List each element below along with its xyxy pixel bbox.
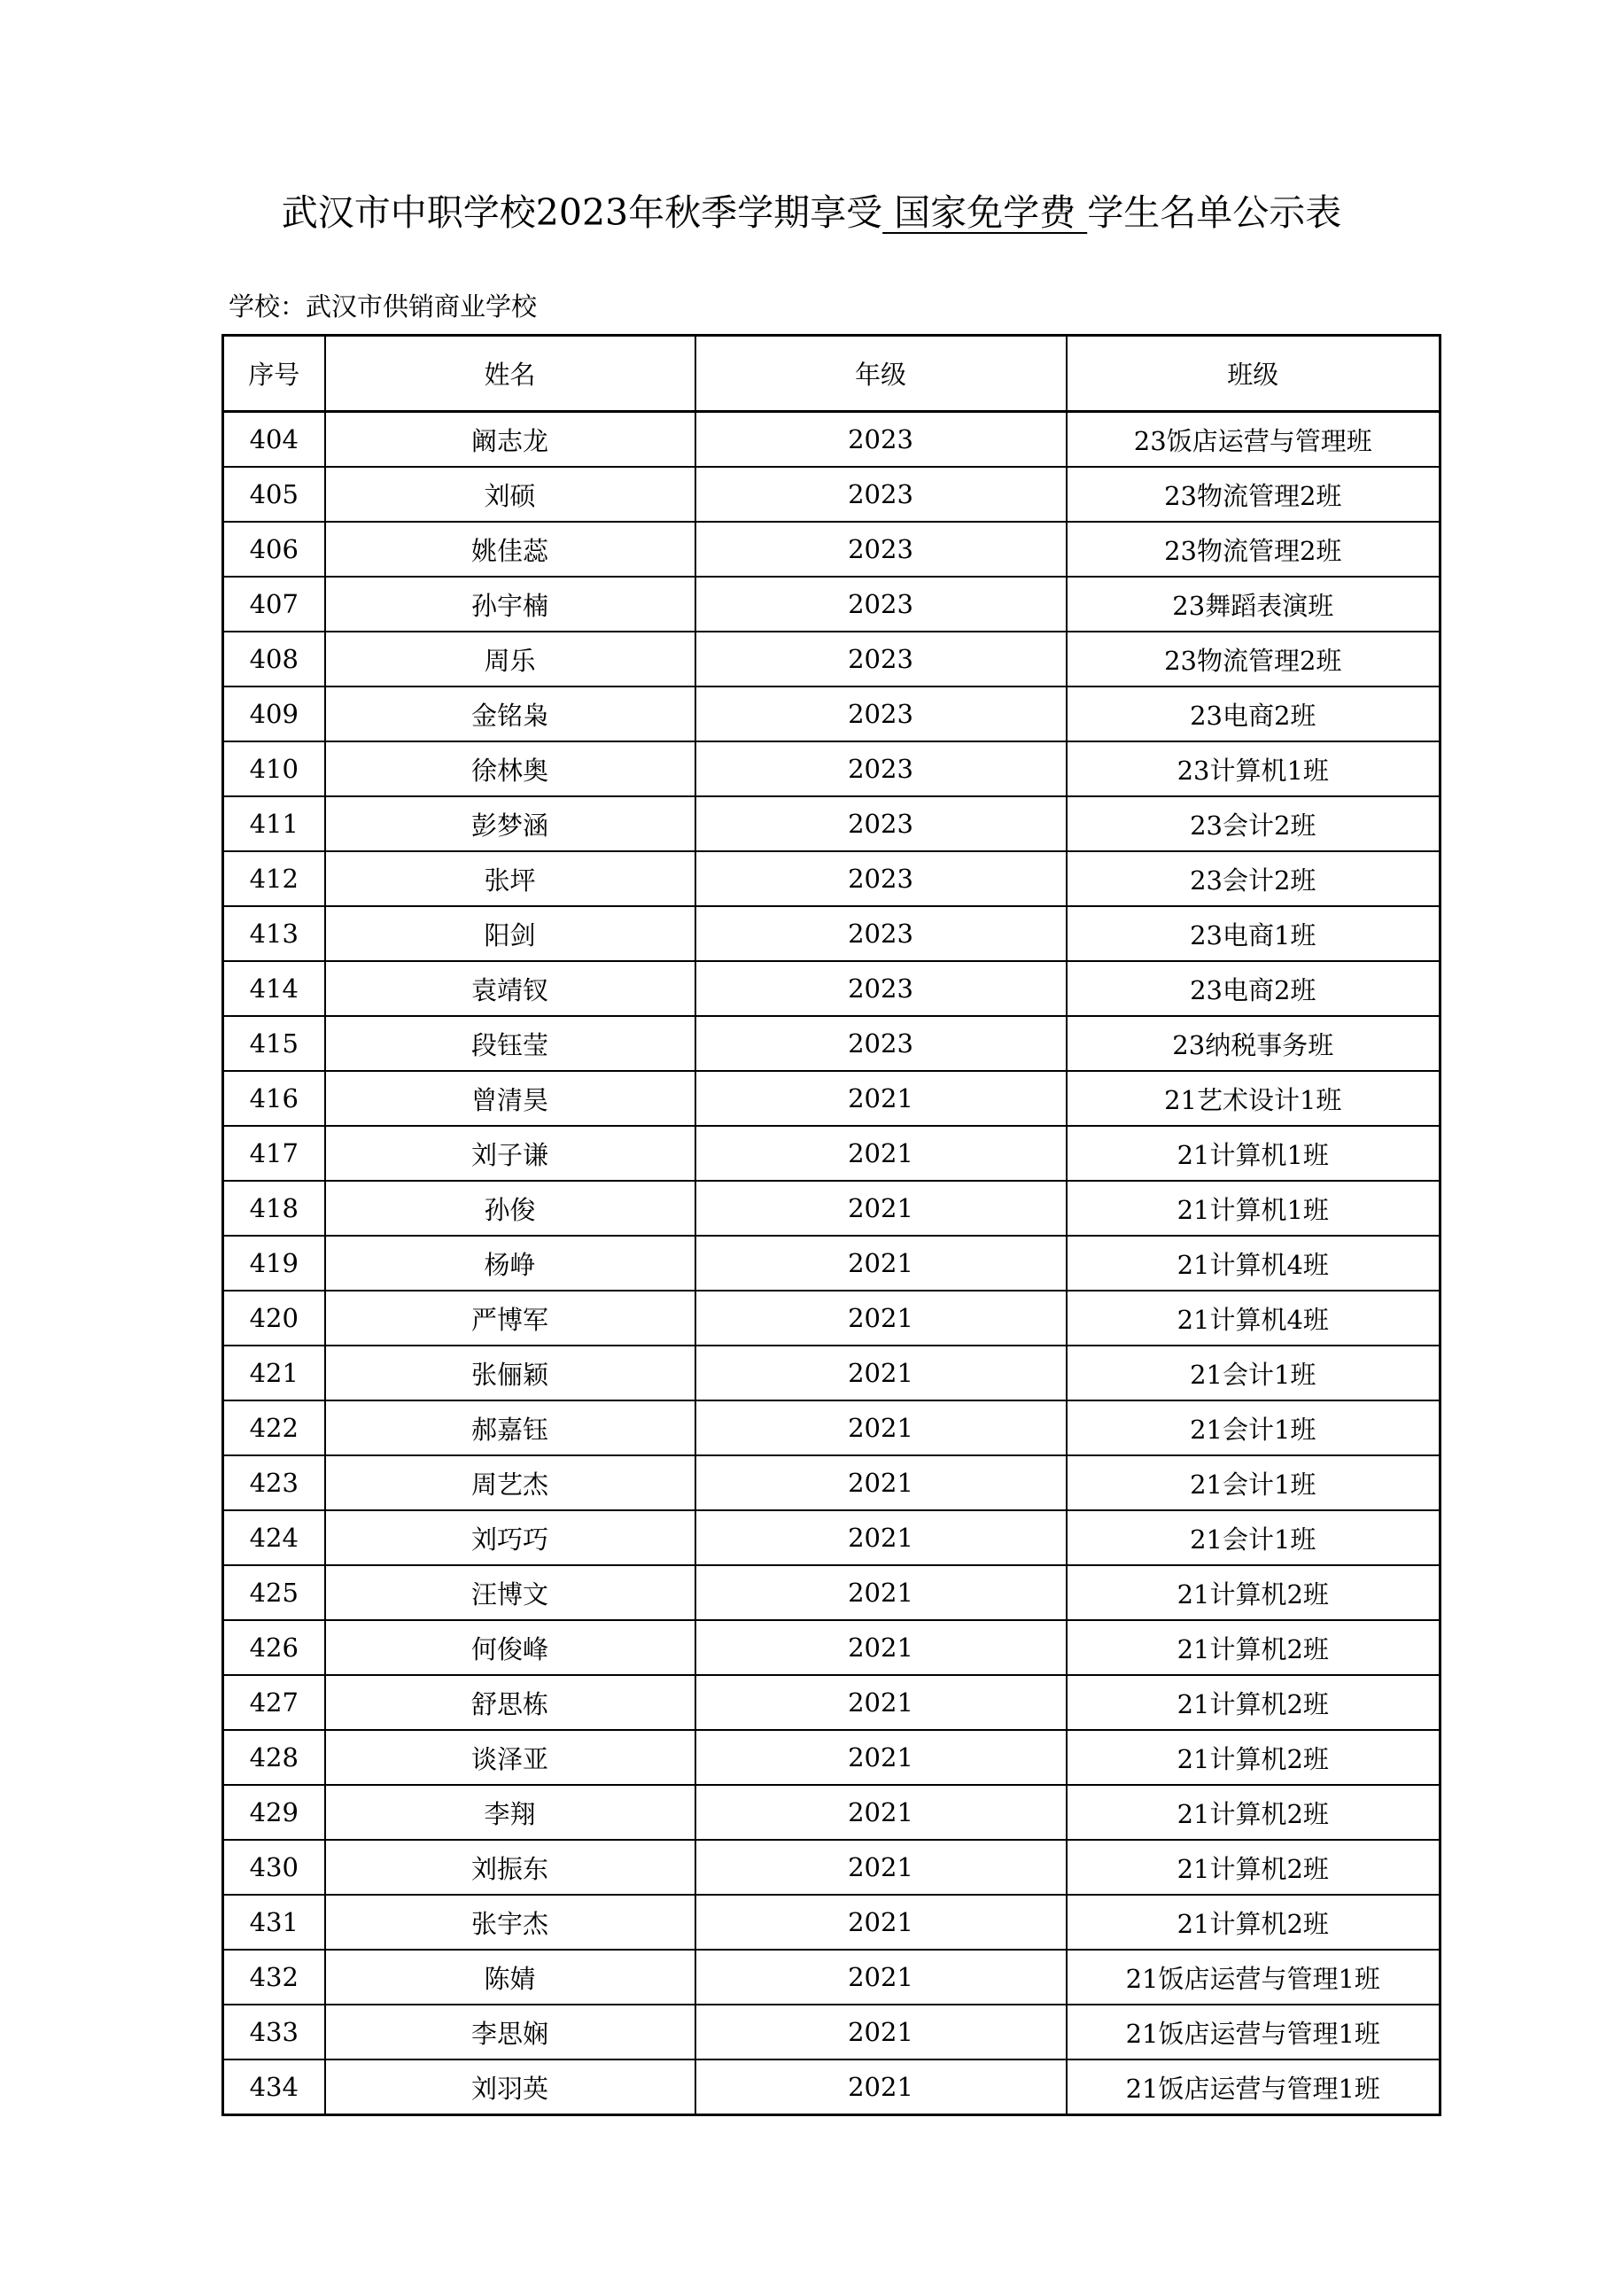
cell-name: 陈婧 <box>325 1950 695 2005</box>
title-subsidy-type: 国家免学费 <box>882 191 1088 234</box>
table-row <box>223 1510 1441 1565</box>
table-row <box>223 1346 1441 1400</box>
column-header-number: 序号 <box>223 336 325 412</box>
cell-number: 426 <box>223 1620 325 1675</box>
cell-grade: 2023 <box>695 686 1067 741</box>
cell-name: 刘羽英 <box>325 2059 695 2115</box>
cell-grade: 2021 <box>695 1455 1067 1510</box>
cell-number: 424 <box>223 1510 325 1565</box>
table-row <box>223 1400 1441 1455</box>
cell-number: 409 <box>223 686 325 741</box>
student-roster-table <box>221 334 1441 2116</box>
column-header-grade: 年级 <box>695 336 1067 412</box>
cell-class: 21计算机2班 <box>1067 1730 1441 1785</box>
cell-number: 406 <box>223 522 325 577</box>
table-row <box>223 1950 1441 2005</box>
cell-name: 汪博文 <box>325 1565 695 1620</box>
cell-grade: 2021 <box>695 1895 1067 1950</box>
cell-number: 429 <box>223 1785 325 1840</box>
cell-class: 21饭店运营与管理1班 <box>1067 2059 1441 2115</box>
cell-grade: 2023 <box>695 741 1067 796</box>
school-label: 学校： <box>229 291 307 322</box>
table-row <box>223 577 1441 632</box>
cell-name: 周乐 <box>325 632 695 686</box>
cell-grade: 2021 <box>695 1346 1067 1400</box>
cell-grade: 2023 <box>695 851 1067 906</box>
cell-class: 23会计2班 <box>1067 851 1441 906</box>
cell-grade: 2021 <box>695 1785 1067 1840</box>
table-row <box>223 2059 1441 2115</box>
table-row <box>223 1016 1441 1071</box>
cell-number: 427 <box>223 1675 325 1730</box>
cell-number: 433 <box>223 2005 325 2059</box>
cell-number: 411 <box>223 796 325 851</box>
cell-class: 23会计2班 <box>1067 796 1441 851</box>
cell-number: 425 <box>223 1565 325 1620</box>
table-row <box>223 851 1441 906</box>
cell-name: 严博军 <box>325 1291 695 1346</box>
cell-name: 刘硕 <box>325 467 695 522</box>
cell-grade: 2023 <box>695 906 1067 961</box>
cell-name: 刘巧巧 <box>325 1510 695 1565</box>
cell-number: 414 <box>223 961 325 1016</box>
table-row <box>223 1730 1441 1785</box>
cell-name: 孙宇楠 <box>325 577 695 632</box>
cell-grade: 2021 <box>695 1126 1067 1181</box>
cell-class: 23电商1班 <box>1067 906 1441 961</box>
cell-number: 431 <box>223 1895 325 1950</box>
cell-name: 刘子谦 <box>325 1126 695 1181</box>
cell-grade: 2021 <box>695 1730 1067 1785</box>
cell-grade: 2023 <box>695 467 1067 522</box>
cell-number: 428 <box>223 1730 325 1785</box>
cell-class: 21会计1班 <box>1067 1346 1441 1400</box>
cell-class: 21会计1班 <box>1067 1455 1441 1510</box>
cell-class: 21饭店运营与管理1班 <box>1067 2005 1441 2059</box>
cell-class: 21计算机2班 <box>1067 1840 1441 1895</box>
table-row <box>223 412 1441 468</box>
table-row <box>223 1126 1441 1181</box>
cell-grade: 2023 <box>695 632 1067 686</box>
cell-name: 金铭枭 <box>325 686 695 741</box>
cell-name: 曾清昊 <box>325 1071 695 1126</box>
cell-class: 23电商2班 <box>1067 686 1441 741</box>
cell-class: 23物流管理2班 <box>1067 522 1441 577</box>
column-header-class: 班级 <box>1067 336 1441 412</box>
table-row <box>223 1236 1441 1291</box>
cell-name: 张宇杰 <box>325 1895 695 1950</box>
cell-class: 23电商2班 <box>1067 961 1441 1016</box>
cell-name: 姚佳蕊 <box>325 522 695 577</box>
table-row <box>223 1291 1441 1346</box>
cell-class: 23纳税事务班 <box>1067 1016 1441 1071</box>
cell-number: 432 <box>223 1950 325 2005</box>
cell-class: 21计算机2班 <box>1067 1785 1441 1840</box>
cell-class: 21计算机2班 <box>1067 1675 1441 1730</box>
table-row <box>223 741 1441 796</box>
cell-grade: 2021 <box>695 2059 1067 2115</box>
cell-number: 416 <box>223 1071 325 1126</box>
table-row <box>223 906 1441 961</box>
cell-grade: 2023 <box>695 796 1067 851</box>
cell-name: 张坪 <box>325 851 695 906</box>
cell-name: 段钰莹 <box>325 1016 695 1071</box>
table-row <box>223 522 1441 577</box>
table-row <box>223 1565 1441 1620</box>
table-header-row <box>223 336 1441 412</box>
cell-name: 孙俊 <box>325 1181 695 1236</box>
cell-class: 21计算机2班 <box>1067 1620 1441 1675</box>
table-row <box>223 1455 1441 1510</box>
cell-name: 袁靖钗 <box>325 961 695 1016</box>
cell-name: 阳剑 <box>325 906 695 961</box>
cell-number: 410 <box>223 741 325 796</box>
cell-class: 21计算机4班 <box>1067 1236 1441 1291</box>
cell-grade: 2021 <box>695 1236 1067 1291</box>
cell-grade: 2021 <box>695 1565 1067 1620</box>
cell-name: 彭梦涵 <box>325 796 695 851</box>
cell-class: 23饭店运营与管理班 <box>1067 412 1441 468</box>
cell-grade: 2021 <box>695 1071 1067 1126</box>
cell-grade: 2021 <box>695 1400 1067 1455</box>
cell-name: 舒思栋 <box>325 1675 695 1730</box>
cell-class: 21计算机2班 <box>1067 1895 1441 1950</box>
cell-name: 杨峥 <box>325 1236 695 1291</box>
table-row <box>223 1620 1441 1675</box>
cell-class: 21计算机1班 <box>1067 1181 1441 1236</box>
cell-class: 23舞蹈表演班 <box>1067 577 1441 632</box>
cell-class: 21艺术设计1班 <box>1067 1071 1441 1126</box>
table-row <box>223 796 1441 851</box>
cell-number: 405 <box>223 467 325 522</box>
cell-grade: 2021 <box>695 1620 1067 1675</box>
table-row <box>223 1181 1441 1236</box>
cell-grade: 2021 <box>695 1950 1067 2005</box>
table-row <box>223 632 1441 686</box>
cell-grade: 2021 <box>695 1840 1067 1895</box>
cell-name: 刘振东 <box>325 1840 695 1895</box>
cell-grade: 2021 <box>695 2005 1067 2059</box>
column-header-name: 姓名 <box>325 336 695 412</box>
cell-number: 418 <box>223 1181 325 1236</box>
cell-name: 李翔 <box>325 1785 695 1840</box>
table-row <box>223 961 1441 1016</box>
page-title <box>0 182 1623 244</box>
cell-class: 21会计1班 <box>1067 1510 1441 1565</box>
cell-grade: 2023 <box>695 577 1067 632</box>
title-prefix: 武汉市中职学校2023年秋季学期享受 <box>281 191 883 234</box>
cell-name: 谈泽亚 <box>325 1730 695 1785</box>
cell-number: 430 <box>223 1840 325 1895</box>
cell-number: 408 <box>223 632 325 686</box>
cell-class: 23计算机1班 <box>1067 741 1441 796</box>
cell-number: 421 <box>223 1346 325 1400</box>
cell-number: 434 <box>223 2059 325 2115</box>
cell-grade: 2021 <box>695 1510 1067 1565</box>
table-row <box>223 1840 1441 1895</box>
cell-number: 423 <box>223 1455 325 1510</box>
cell-name: 张俪颖 <box>325 1346 695 1400</box>
cell-number: 413 <box>223 906 325 961</box>
table-row <box>223 2005 1441 2059</box>
cell-name: 阚志龙 <box>325 412 695 468</box>
cell-class: 21会计1班 <box>1067 1400 1441 1455</box>
school-name: 武汉市供销商业学校 <box>306 291 538 322</box>
cell-class: 23物流管理2班 <box>1067 467 1441 522</box>
table-row <box>223 1895 1441 1950</box>
cell-number: 422 <box>223 1400 325 1455</box>
cell-grade: 2023 <box>695 961 1067 1016</box>
title-suffix: 学生名单公示表 <box>1087 191 1342 234</box>
cell-number: 407 <box>223 577 325 632</box>
table-row <box>223 1785 1441 1840</box>
table-row <box>223 686 1441 741</box>
cell-number: 420 <box>223 1291 325 1346</box>
cell-number: 412 <box>223 851 325 906</box>
cell-grade: 2021 <box>695 1291 1067 1346</box>
cell-number: 417 <box>223 1126 325 1181</box>
cell-grade: 2023 <box>695 1016 1067 1071</box>
cell-number: 419 <box>223 1236 325 1291</box>
cell-name: 郝嘉钰 <box>325 1400 695 1455</box>
cell-name: 周艺杰 <box>325 1455 695 1510</box>
cell-grade: 2023 <box>695 522 1067 577</box>
school-line <box>229 285 537 328</box>
table-row <box>223 1675 1441 1730</box>
table-row <box>223 1071 1441 1126</box>
cell-name: 徐林奥 <box>325 741 695 796</box>
table-row <box>223 467 1441 522</box>
cell-class: 23物流管理2班 <box>1067 632 1441 686</box>
cell-class: 21饭店运营与管理1班 <box>1067 1950 1441 2005</box>
cell-class: 21计算机2班 <box>1067 1565 1441 1620</box>
cell-grade: 2021 <box>695 1181 1067 1236</box>
cell-number: 404 <box>223 412 325 468</box>
cell-grade: 2023 <box>695 412 1067 468</box>
cell-grade: 2021 <box>695 1675 1067 1730</box>
cell-number: 415 <box>223 1016 325 1071</box>
cell-class: 21计算机4班 <box>1067 1291 1441 1346</box>
cell-name: 何俊峰 <box>325 1620 695 1675</box>
cell-name: 李思娴 <box>325 2005 695 2059</box>
cell-class: 21计算机1班 <box>1067 1126 1441 1181</box>
